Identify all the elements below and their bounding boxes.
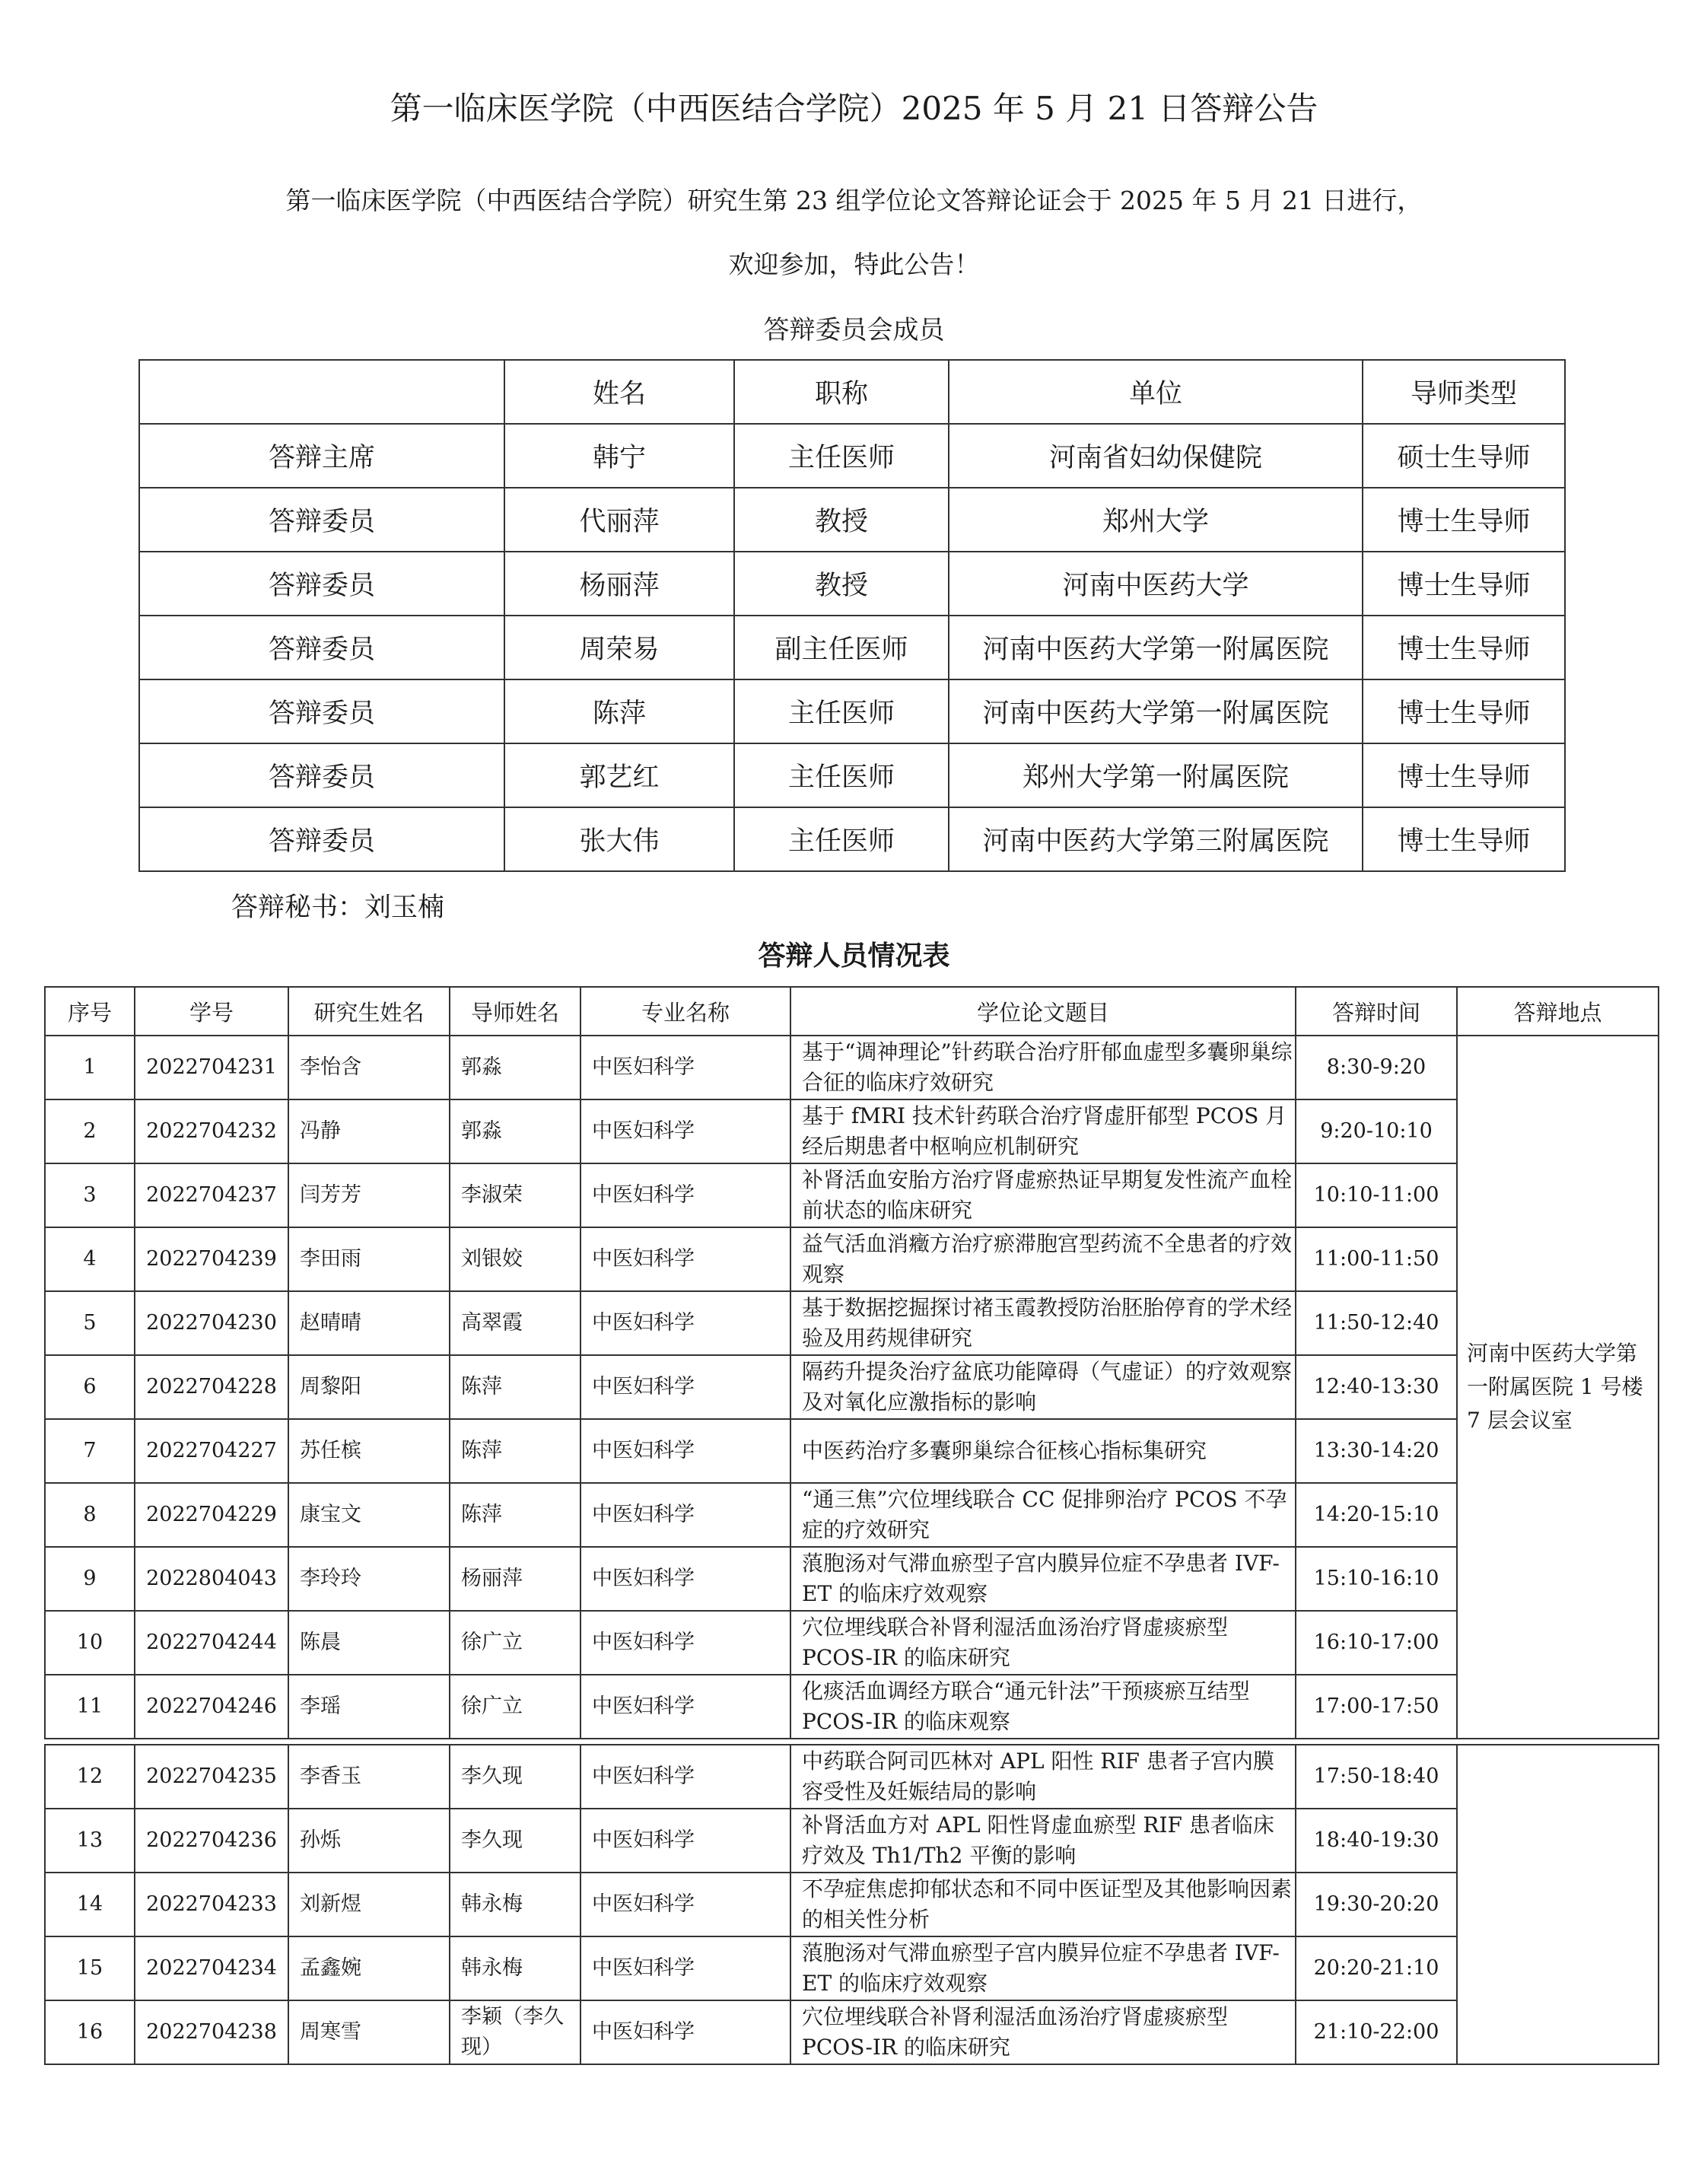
committee-member-unit: 河南省妇幼保健院 <box>949 424 1363 488</box>
table-row <box>45 1809 1659 1873</box>
committee-row <box>139 552 1565 616</box>
defense-student-name: 孙烁 <box>288 1809 450 1873</box>
committee-row <box>139 807 1565 871</box>
defense-no: 15 <box>45 1936 135 2000</box>
defense-time: 17:50-18:40 <box>1296 1745 1457 1809</box>
defense-student-id: 2022704239 <box>135 1227 288 1291</box>
defense-thesis-title: 隔药升提灸治疗盆底功能障碍（气虚证）的疗效观察及对氧化应激指标的影响 <box>790 1355 1296 1419</box>
committee-advisor-type: 硕士生导师 <box>1363 424 1565 488</box>
intro-line-2: 欢迎参加，特此公告！ <box>728 250 980 279</box>
defense-location-empty <box>1457 1745 1659 2064</box>
defense-advisor: 郭淼 <box>450 1099 580 1163</box>
committee-header-title: 职称 <box>734 360 949 424</box>
defense-table <box>44 986 1659 1739</box>
defense-student-name: 李怡含 <box>288 1036 450 1099</box>
defense-student-name: 孟鑫婉 <box>288 1936 450 2000</box>
defense-advisor: 李久现 <box>450 1745 580 1809</box>
defense-major: 中医妇科学 <box>580 1873 790 1936</box>
defense-advisor: 李久现 <box>450 1809 580 1873</box>
committee-advisor-type: 博士生导师 <box>1363 552 1565 616</box>
committee-header-advisor-type: 导师类型 <box>1363 360 1565 424</box>
defense-header-thesis-title: 学位论文题目 <box>790 987 1296 1036</box>
defense-no: 16 <box>45 2000 135 2064</box>
defense-student-name: 刘新煜 <box>288 1873 450 1936</box>
defense-major: 中医妇科学 <box>580 1547 790 1611</box>
defense-heading: 答辩人员情况表 <box>758 940 950 972</box>
committee-member-title: 副主任医师 <box>734 616 949 679</box>
defense-student-name: 闫芳芳 <box>288 1163 450 1227</box>
committee-member-unit: 河南中医药大学第一附属医院 <box>949 679 1363 743</box>
defense-advisor: 杨丽萍 <box>450 1547 580 1611</box>
table-row <box>45 1873 1659 1936</box>
defense-student-name: 周黎阳 <box>288 1355 450 1419</box>
defense-thesis-title: 基于数据挖掘探讨褚玉霞教授防治胚胎停育的学术经验及用药规律研究 <box>790 1291 1296 1355</box>
defense-location: 河南中医药大学第一附属医院 1 号楼 7 层会议室 <box>1457 1036 1659 1739</box>
table-row <box>45 1745 1659 1809</box>
defense-time: 9:20-10:10 <box>1296 1099 1457 1163</box>
defense-student-id: 2022704230 <box>135 1291 288 1355</box>
defense-time: 17:00-17:50 <box>1296 1675 1457 1739</box>
committee-role: 答辩主席 <box>139 424 504 488</box>
table-row <box>45 1936 1659 2000</box>
defense-student-id: 2022704232 <box>135 1099 288 1163</box>
defense-header-no: 序号 <box>45 987 135 1036</box>
defense-student-id: 2022704234 <box>135 1936 288 2000</box>
defense-time: 16:10-17:00 <box>1296 1611 1457 1675</box>
defense-student-id: 2022704244 <box>135 1611 288 1675</box>
defense-student-name: 李香玉 <box>288 1745 450 1809</box>
committee-member-unit: 河南中医药大学第三附属医院 <box>949 807 1363 871</box>
defense-major: 中医妇科学 <box>580 1809 790 1873</box>
defense-major: 中医妇科学 <box>580 2000 790 2064</box>
defense-table-continued <box>44 1744 1659 2065</box>
defense-advisor: 李淑荣 <box>450 1163 580 1227</box>
defense-time: 20:20-21:10 <box>1296 1936 1457 2000</box>
defense-major: 中医妇科学 <box>580 1419 790 1483</box>
defense-header-major: 专业名称 <box>580 987 790 1036</box>
table-row <box>45 1483 1659 1547</box>
defense-no: 10 <box>45 1611 135 1675</box>
defense-major: 中医妇科学 <box>580 1483 790 1547</box>
committee-advisor-type: 博士生导师 <box>1363 743 1565 807</box>
defense-student-id: 2022704228 <box>135 1355 288 1419</box>
table-row <box>45 1355 1659 1419</box>
defense-major: 中医妇科学 <box>580 1675 790 1739</box>
defense-thesis-title: 蒗胞汤对气滞血瘀型子宫内膜异位症不孕患者 IVF-ET 的临床疗效观察 <box>790 1936 1296 2000</box>
committee-header-unit: 单位 <box>949 360 1363 424</box>
committee-row <box>139 424 1565 488</box>
defense-student-name: 苏任槟 <box>288 1419 450 1483</box>
committee-member-name: 代丽萍 <box>504 488 734 552</box>
committee-heading: 答辩委员会成员 <box>763 315 945 345</box>
defense-advisor: 陈萍 <box>450 1483 580 1547</box>
defense-time: 11:50-12:40 <box>1296 1291 1457 1355</box>
defense-header-location: 答辩地点 <box>1457 987 1659 1036</box>
defense-student-name: 陈晨 <box>288 1611 450 1675</box>
defense-major: 中医妇科学 <box>580 1355 790 1419</box>
defense-thesis-title: “通三焦”穴位埋线联合 CC 促排卵治疗 PCOS 不孕症的疗效研究 <box>790 1483 1296 1547</box>
defense-major: 中医妇科学 <box>580 1936 790 2000</box>
defense-time: 18:40-19:30 <box>1296 1809 1457 1873</box>
defense-time: 12:40-13:30 <box>1296 1355 1457 1419</box>
table-row <box>45 1163 1659 1227</box>
committee-header-role <box>139 360 504 424</box>
defense-major: 中医妇科学 <box>580 1611 790 1675</box>
defense-no: 11 <box>45 1675 135 1739</box>
defense-student-name: 李玲玲 <box>288 1547 450 1611</box>
defense-student-name: 周寒雪 <box>288 2000 450 2064</box>
defense-thesis-title: 益气活血消癥方治疗瘀滞胞宫型药流不全患者的疗效观察 <box>790 1227 1296 1291</box>
defense-student-id: 2022704227 <box>135 1419 288 1483</box>
defense-time: 10:10-11:00 <box>1296 1163 1457 1227</box>
defense-student-id: 2022704233 <box>135 1873 288 1936</box>
defense-student-id: 2022704229 <box>135 1483 288 1547</box>
committee-member-unit: 河南中医药大学第一附属医院 <box>949 616 1363 679</box>
defense-time: 8:30-9:20 <box>1296 1036 1457 1099</box>
defense-major: 中医妇科学 <box>580 1227 790 1291</box>
defense-no: 12 <box>45 1745 135 1809</box>
committee-role: 答辩委员 <box>139 616 504 679</box>
committee-table <box>138 359 1566 872</box>
committee-member-title: 主任医师 <box>734 424 949 488</box>
committee-member-title: 教授 <box>734 488 949 552</box>
defense-student-id: 2022804043 <box>135 1547 288 1611</box>
defense-thesis-title: 中医药治疗多囊卵巢综合征核心指标集研究 <box>790 1419 1296 1483</box>
defense-advisor: 徐广立 <box>450 1611 580 1675</box>
defense-thesis-title: 穴位埋线联合补肾利湿活血汤治疗肾虚痰瘀型 PCOS-IR 的临床研究 <box>790 1611 1296 1675</box>
committee-member-unit: 河南中医药大学 <box>949 552 1363 616</box>
defense-no: 7 <box>45 1419 135 1483</box>
committee-role: 答辩委员 <box>139 552 504 616</box>
committee-member-name: 杨丽萍 <box>504 552 734 616</box>
committee-row <box>139 488 1565 552</box>
defense-major: 中医妇科学 <box>580 1036 790 1099</box>
intro-line-1: 第一临床医学院（中西医结合学院）研究生第 23 组学位论文答辩论证会于 2025 年 5 月 21 日进行， <box>285 186 1423 215</box>
defense-major: 中医妇科学 <box>580 1163 790 1227</box>
defense-time: 15:10-16:10 <box>1296 1547 1457 1611</box>
committee-member-title: 主任医师 <box>734 807 949 871</box>
committee-member-unit: 郑州大学第一附属医院 <box>949 743 1363 807</box>
committee-member-title: 主任医师 <box>734 743 949 807</box>
defense-student-name: 康宝文 <box>288 1483 450 1547</box>
committee-header-name: 姓名 <box>504 360 734 424</box>
defense-thesis-title: 中药联合阿司匹林对 APL 阳性 RIF 患者子宫内膜容受性及妊娠结局的影响 <box>790 1745 1296 1809</box>
defense-student-id: 2022704231 <box>135 1036 288 1099</box>
defense-header-time: 答辩时间 <box>1296 987 1457 1036</box>
defense-time: 14:20-15:10 <box>1296 1483 1457 1547</box>
defense-thesis-title: 穴位埋线联合补肾利湿活血汤治疗肾虚痰瘀型 PCOS-IR 的临床研究 <box>790 2000 1296 2064</box>
defense-no: 2 <box>45 1099 135 1163</box>
committee-member-unit: 郑州大学 <box>949 488 1363 552</box>
committee-role: 答辩委员 <box>139 679 504 743</box>
defense-header-student-name: 研究生姓名 <box>288 987 450 1036</box>
defense-advisor: 韩永梅 <box>450 1873 580 1936</box>
defense-student-name: 李瑶 <box>288 1675 450 1739</box>
defense-advisor: 高翠霞 <box>450 1291 580 1355</box>
defense-student-name: 李田雨 <box>288 1227 450 1291</box>
defense-no: 3 <box>45 1163 135 1227</box>
committee-advisor-type: 博士生导师 <box>1363 616 1565 679</box>
defense-header-advisor: 导师姓名 <box>450 987 580 1036</box>
committee-advisor-type: 博士生导师 <box>1363 807 1565 871</box>
defense-time: 19:30-20:20 <box>1296 1873 1457 1936</box>
table-row <box>45 1291 1659 1355</box>
defense-time: 11:00-11:50 <box>1296 1227 1457 1291</box>
defense-major: 中医妇科学 <box>580 1291 790 1355</box>
defense-student-id: 2022704235 <box>135 1745 288 1809</box>
defense-no: 9 <box>45 1547 135 1611</box>
table-row <box>45 1419 1659 1483</box>
committee-member-title: 教授 <box>734 552 949 616</box>
table-row <box>45 1675 1659 1739</box>
secretary: 答辩秘书：刘玉楠 <box>231 893 445 923</box>
defense-thesis-title: 补肾活血方对 APL 阳性肾虚血瘀型 RIF 患者临床疗效及 Th1/Th2 平衡的影响 <box>790 1809 1296 1873</box>
table-row <box>45 1099 1659 1163</box>
committee-member-name: 陈萍 <box>504 679 734 743</box>
defense-student-name: 冯静 <box>288 1099 450 1163</box>
defense-thesis-title: 基于“调神理论”针药联合治疗肝郁血虚型多囊卵巢综合征的临床疗效研究 <box>790 1036 1296 1099</box>
committee-row <box>139 743 1565 807</box>
defense-no: 14 <box>45 1873 135 1936</box>
page-title: 第一临床医学院（中西医结合学院）2025 年 5 月 21 日答辩公告 <box>390 90 1318 127</box>
committee-advisor-type: 博士生导师 <box>1363 488 1565 552</box>
defense-time: 21:10-22:00 <box>1296 2000 1457 2064</box>
committee-advisor-type: 博士生导师 <box>1363 679 1565 743</box>
committee-member-name: 郭艺红 <box>504 743 734 807</box>
defense-advisor: 李颖（李久现） <box>450 2000 580 2064</box>
defense-header-row <box>45 987 1659 1036</box>
committee-role: 答辩委员 <box>139 488 504 552</box>
defense-time: 13:30-14:20 <box>1296 1419 1457 1483</box>
defense-student-id: 2022704246 <box>135 1675 288 1739</box>
defense-thesis-title: 不孕症焦虑抑郁状态和不同中医证型及其他影响因素的相关性分析 <box>790 1873 1296 1936</box>
defense-major: 中医妇科学 <box>580 1745 790 1809</box>
defense-no: 8 <box>45 1483 135 1547</box>
defense-advisor: 陈萍 <box>450 1419 580 1483</box>
defense-thesis-title: 化痰活血调经方联合“通元针法”干预痰瘀互结型 PCOS-IR 的临床观察 <box>790 1675 1296 1739</box>
defense-no: 5 <box>45 1291 135 1355</box>
table-row <box>45 2000 1659 2064</box>
table-row <box>45 1547 1659 1611</box>
table-row <box>45 1227 1659 1291</box>
committee-member-name: 周荣易 <box>504 616 734 679</box>
committee-member-name: 韩宁 <box>504 424 734 488</box>
defense-major: 中医妇科学 <box>580 1099 790 1163</box>
committee-row <box>139 679 1565 743</box>
defense-student-name: 赵晴晴 <box>288 1291 450 1355</box>
defense-student-id: 2022704238 <box>135 2000 288 2064</box>
defense-thesis-title: 补肾活血安胎方治疗肾虚瘀热证早期复发性流产血栓前状态的临床研究 <box>790 1163 1296 1227</box>
defense-student-id: 2022704237 <box>135 1163 288 1227</box>
defense-advisor: 韩永梅 <box>450 1936 580 2000</box>
defense-thesis-title: 基于 fMRI 技术针药联合治疗肾虚肝郁型 PCOS 月经后期患者中枢响应机制研究 <box>790 1099 1296 1163</box>
defense-advisor: 刘银姣 <box>450 1227 580 1291</box>
committee-member-name: 张大伟 <box>504 807 734 871</box>
defense-no: 13 <box>45 1809 135 1873</box>
defense-header-student-id: 学号 <box>135 987 288 1036</box>
defense-advisor: 陈萍 <box>450 1355 580 1419</box>
committee-role: 答辩委员 <box>139 743 504 807</box>
committee-row <box>139 616 1565 679</box>
committee-member-title: 主任医师 <box>734 679 949 743</box>
defense-no: 1 <box>45 1036 135 1099</box>
committee-header-row <box>139 360 1565 424</box>
defense-advisor: 郭淼 <box>450 1036 580 1099</box>
defense-thesis-title: 蒗胞汤对气滞血瘀型子宫内膜异位症不孕患者 IVF-ET 的临床疗效观察 <box>790 1547 1296 1611</box>
committee-role: 答辩委员 <box>139 807 504 871</box>
defense-no: 6 <box>45 1355 135 1419</box>
defense-no: 4 <box>45 1227 135 1291</box>
table-row <box>45 1611 1659 1675</box>
defense-student-id: 2022704236 <box>135 1809 288 1873</box>
defense-advisor: 徐广立 <box>450 1675 580 1739</box>
table-row <box>45 1036 1659 1099</box>
